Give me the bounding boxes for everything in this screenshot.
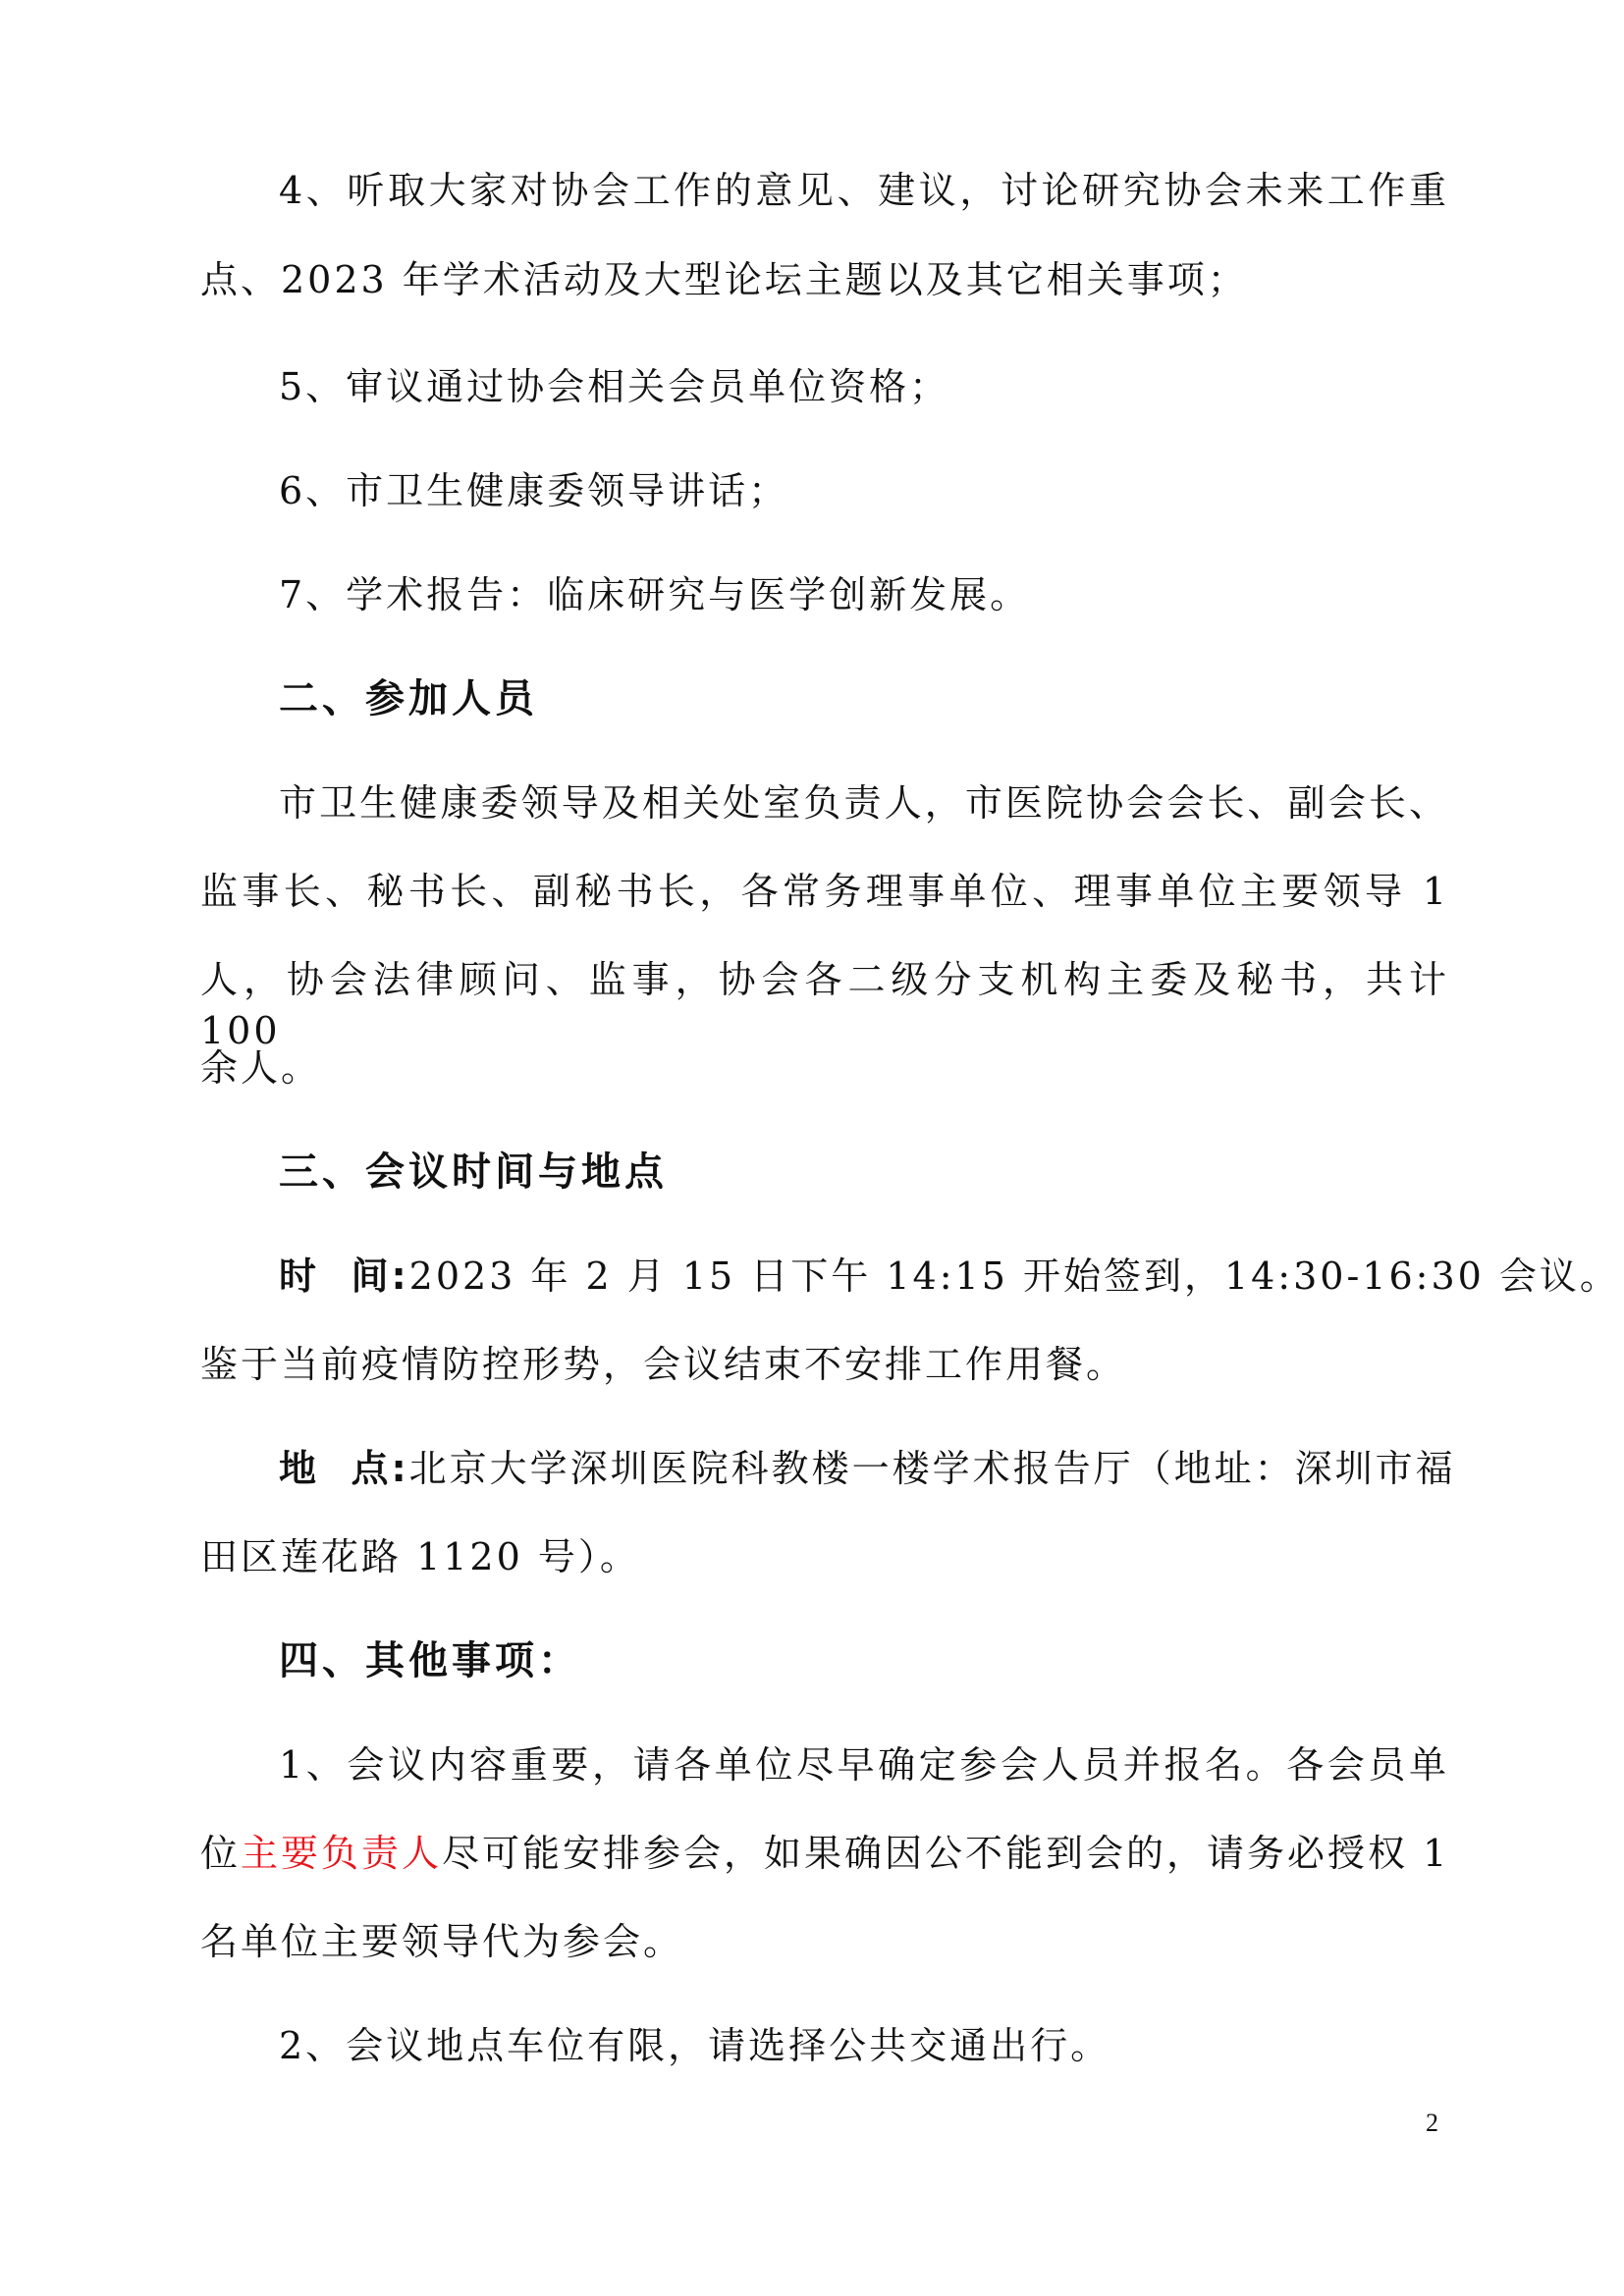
time-line-1 — [200, 1251, 1620, 1302]
other-item-1-line-3: 名单位主要领导代为参会。 — [200, 1920, 684, 1963]
other-item-1-line-2-post: 尽可能安排参会，如果确因公不能到会的，请务必授权 1 — [442, 1832, 1450, 1875]
section-heading-participants: 二、参加人员 — [279, 676, 538, 721]
time-label: 时 间: — [279, 1255, 409, 1298]
place-line-1 — [200, 1443, 1456, 1494]
section-heading-other: 四、其他事项： — [279, 1638, 581, 1683]
participants-line-1: 市卫生健康委领导及相关处室负责人，市医院协会会长、副会长、 — [279, 781, 1449, 825]
agenda-item-7: 7、学术报告：临床研究与医学创新发展。 — [279, 573, 1031, 616]
participants-line-2: 监事长、秘书长、副秘书长，各常务理事单位、理事单位主要领导 1 — [200, 870, 1449, 913]
time-line-2: 鉴于当前疫情防控形势，会议结束不安排工作用餐。 — [200, 1343, 1127, 1386]
agenda-item-5: 5、审议通过协会相关会员单位资格； — [279, 365, 950, 408]
participants-line-4: 余人。 — [200, 1046, 322, 1090]
agenda-item-4-line-2: 点、2023 年学术活动及大型论坛主题以及其它相关事项； — [200, 258, 1248, 301]
other-item-1-line-2-pre: 位 — [200, 1832, 242, 1875]
highlight-main-leader: 主要负责人 — [241, 1832, 443, 1875]
page-number: 2 — [1426, 2109, 1438, 2137]
other-item-2: 2、会议地点车位有限，请选择公共交通出行。 — [279, 2024, 1111, 2067]
place-value: 北京大学深圳医院科教楼一楼学术报告厅（地址：深圳市福 — [408, 1447, 1456, 1490]
agenda-item-4-line-1: 4、听取大家对协会工作的意见、建议，讨论研究协会未来工作重 — [279, 169, 1449, 212]
place-label: 地 点: — [279, 1447, 409, 1490]
other-item-1-line-1: 1、会议内容重要，请各单位尽早确定参会人员并报名。各会员单 — [279, 1743, 1449, 1787]
document-page — [200, 0, 1620, 2296]
time-value: 2023 年 2 月 15 日下午 14:15 开始签到，14:30-16:30 会议。 — [408, 1255, 1620, 1298]
other-item-1-line-2 — [200, 1828, 1449, 1879]
section-heading-time-place: 三、会议时间与地点 — [279, 1149, 668, 1195]
agenda-item-6: 6、市卫生健康委领导讲话； — [279, 469, 789, 512]
participants-line-3: 人，协会法律顾问、监事，协会各二级分支机构主委及秘书，共计 100 — [200, 958, 1449, 1052]
place-line-2: 田区莲花路 1120 号）。 — [200, 1535, 640, 1578]
